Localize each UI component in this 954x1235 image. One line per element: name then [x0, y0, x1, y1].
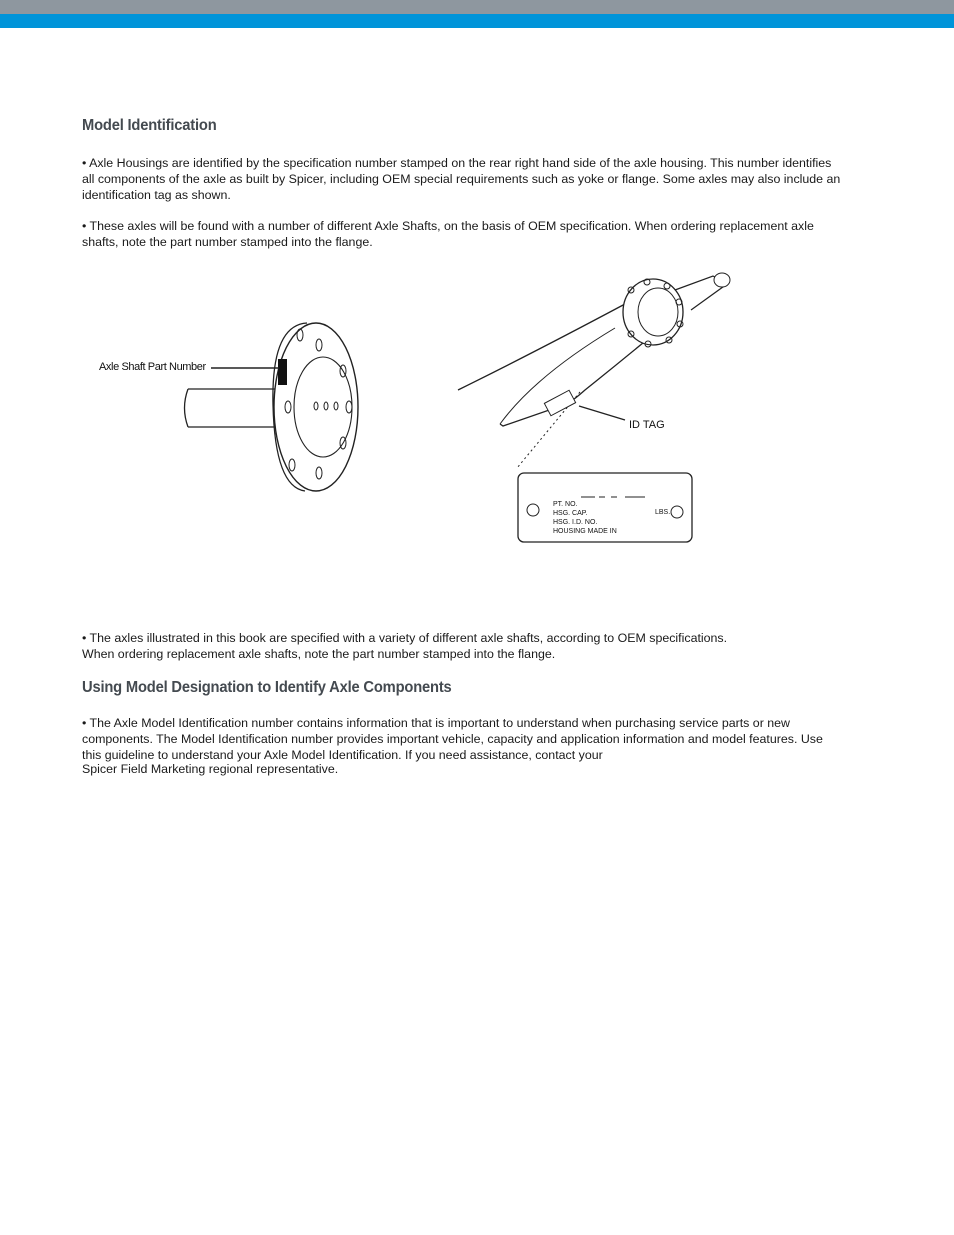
callout-axle-shaft-part-number: Axle Shaft Part Number: [99, 361, 206, 373]
paragraph-contact-representative: Spicer Field Marketing regional representative.: [82, 762, 339, 776]
paragraph-axle-shafts-oem-line1: • The axles illustrated in this book are specified with a variety of different axle shafts, according to OEM specifications.: [82, 631, 728, 645]
section-title-model-identification: Model Identification: [82, 117, 217, 134]
header-accent-band: [0, 14, 954, 28]
paragraph-axle-shafts-oem-line2: When ordering replacement axle shafts, note the part number stamped into the flange.: [82, 647, 556, 661]
section-title-model-designation: Using Model Designation to Identify Axle Components: [82, 679, 452, 696]
paragraph-axle-housings: • Axle Housings are identified by the specification number stamped on the rear right hand side of the axle housing. This number identifies all components of the axle as built by Spicer, including OEM special requirements such as yoke or flange. Some axles may also include an identification tag as shown.: [82, 156, 841, 202]
paragraph-model-identification-number: • The Axle Model Identification number contains information that is important to understand when purchasing service parts or new components. The Model Identification number provides important vehicle, capacity and application information and model features. Use this guideline to understand your Axle Model Identification. If you need assistance, contact your: [82, 716, 823, 762]
id-tag-field-capacity: HSG. CAP.: [553, 510, 588, 517]
header-top-band: [0, 0, 954, 14]
id-tag-field-labels: [553, 500, 617, 536]
callout-id-tag: ID TAG: [629, 419, 665, 431]
axle-shaft-flange-illustration: [95, 315, 365, 495]
id-tag-field-id-number: HSG. I.D. NO.: [553, 519, 598, 526]
id-tag-field-part-number: PT. NO.: [553, 501, 578, 508]
paragraph-axle-shafts: • These axles will be found with a number of different Axle Shafts, on the basis of OEM specification. When ordering replacement axle shafts, note the part number stamped into the flange.: [82, 219, 814, 249]
id-tag-field-made-in: HOUSING MADE IN: [553, 528, 617, 535]
id-tag-unit-label: LBS.: [655, 509, 671, 516]
